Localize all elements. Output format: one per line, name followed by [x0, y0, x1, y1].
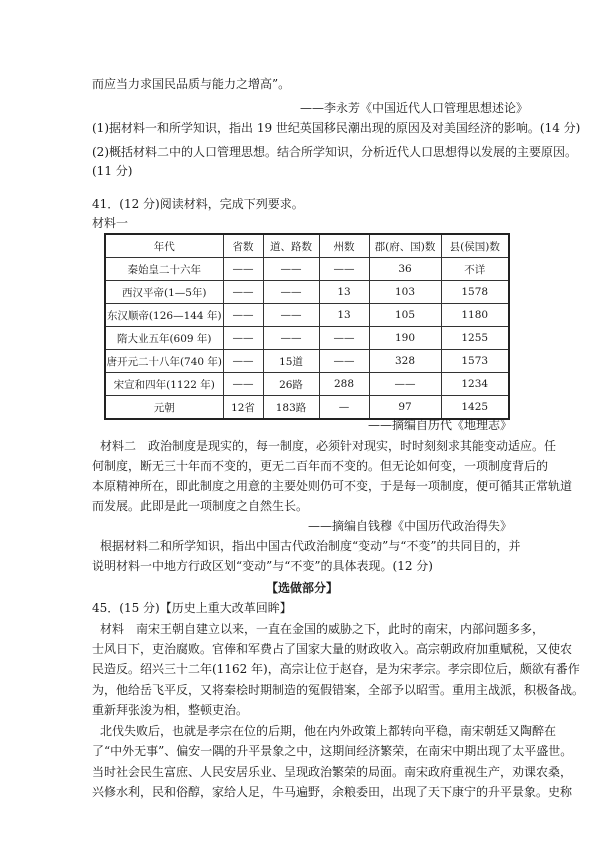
table-cell: 190 — [369, 327, 441, 350]
question-45-line: 重新拜张浚为相，整顿吏治。 — [92, 703, 249, 717]
question-41-title: 41．(12 分)阅读材料，完成下列要求。 — [92, 197, 304, 211]
table-header-row — [105, 234, 509, 258]
material-2-line: 而发展。此即是此一项制度之自然生长。 — [92, 499, 309, 513]
table-cell: —— — [319, 327, 369, 350]
table-cell: 13 — [319, 304, 369, 327]
table-cell: 13 — [319, 281, 369, 304]
table-header: 道、路数 — [263, 234, 319, 258]
table-cell: 328 — [369, 350, 441, 373]
table-row — [105, 258, 509, 281]
question-45-line: 材料 南宋王朝自建立以来，一直在金国的威胁之下，此时的南宋，内部问题多多， — [100, 622, 545, 636]
table-cell: 隋大业五年(609 年) — [105, 327, 223, 350]
table-cell: —— — [319, 258, 369, 281]
table-cell: 1573 — [441, 350, 509, 373]
table-cell: 元朝 — [105, 396, 223, 420]
question-45-line: 兴修水利，民和俗醇，家给人足，牛马遍野，余粮委田，出现了天下康宁的升平景象。史称 — [92, 785, 573, 799]
table-cell: 97 — [369, 396, 441, 420]
table-cell: —— — [263, 304, 319, 327]
table-cell: 唐开元二十八年(740 年) — [105, 350, 223, 373]
material-2-line: 何制度，断无三十年而不变的，更无二百年而不变的。但无论如何变，一项制度背后的 — [92, 459, 549, 473]
table-row — [105, 304, 509, 327]
table-cell: —— — [319, 350, 369, 373]
table-cell: —— — [223, 258, 263, 281]
material-2-source: ——摘编自钱穆《中国历代政治得失》 — [307, 519, 512, 533]
table-cell: —— — [263, 327, 319, 350]
question-41-ask: 根据材料二和所学知识，指出中国古代政治制度“变动”与“不变”的共同目的，并 — [100, 539, 521, 553]
table-cell: 12省 — [223, 396, 263, 420]
table-cell: —— — [223, 281, 263, 304]
table-cell: 不详 — [441, 258, 509, 281]
table-cell: 26路 — [263, 373, 319, 396]
admin-division-table — [104, 233, 510, 420]
table-cell: 36 — [369, 258, 441, 281]
table-row — [105, 373, 509, 396]
table-cell: 1234 — [441, 373, 509, 396]
table-cell: 秦始皇二十六年 — [105, 258, 223, 281]
table-cell: —— — [369, 373, 441, 396]
table-cell: —— — [263, 281, 319, 304]
question-41-ask: 说明材料一中地方行政区划“变动”与“不变”的具体表现。(12 分) — [92, 559, 433, 573]
table-header: 县(侯国)数 — [441, 234, 509, 258]
table-cell: 1578 — [441, 281, 509, 304]
table-header: 州数 — [319, 234, 369, 258]
question-45-line: 民造反。绍兴三十二年(1162 年)，高宗让位于赵昚，是为宋孝宗。孝宗即位后，颇欲有番作 — [92, 662, 580, 676]
table-cell: 183路 — [263, 396, 319, 420]
table-source: ——摘编自历代《地理志》 — [367, 418, 512, 432]
table-cell: 1255 — [441, 327, 509, 350]
question-45-line: 了“中外无事”、偏安一隅的升平景象之中，这期间经济繁荣，在南宋中期出现了太平盛世。 — [92, 744, 573, 758]
table-cell: 288 — [319, 373, 369, 396]
table-row — [105, 281, 509, 304]
table-row — [105, 350, 509, 373]
question-45-title: 45．(15 分)【历史上重大改革回眸】 — [92, 601, 292, 615]
table-cell: 西汉平帝(1—5年) — [105, 281, 223, 304]
question-2: (2)概括材料二中的人口管理思想。结合所学知识，分析近代人口思想得以发展的主要原因。 — [92, 145, 578, 159]
question-45-line: 当时社会民生富庶、人民安居乐业、呈现政治繁荣的局面。南宋政府重视生产，劝课农桑， — [92, 765, 573, 779]
table-header: 省数 — [223, 234, 263, 258]
text-line: 而应当力求国民品质与能力之增高”。 — [92, 77, 291, 91]
material-2-line: 本原精神所在，即此制度之用意的主要处则仍可不变，于是每一项制度，便可循其正常轨道 — [92, 479, 573, 493]
table-cell: 1425 — [441, 396, 509, 420]
question-1: (1)据材料一和所学知识，指出 19 世纪英国移民潮出现的原因及对美国经济的影响。(14 分) — [92, 121, 581, 135]
material-2-line: 材料二 政治制度是现实的，每一制度，必须针对现实，时时刻刻求其能变动适应。任 — [100, 439, 557, 453]
table-cell: —— — [223, 373, 263, 396]
table-cell: —— — [223, 350, 263, 373]
table-row — [105, 327, 509, 350]
material-1-label: 材料一 — [92, 216, 129, 230]
table-cell: 宋宣和四年(1122 年) — [105, 373, 223, 396]
table-cell: —— — [223, 304, 263, 327]
question-45-line: 士风日下，吏治腐败。官俸和军费占了国家大量的财政收入。高宗朝政府加重赋税，又使农 — [92, 642, 573, 656]
table-cell: — — [319, 396, 369, 420]
table-cell: 15道 — [263, 350, 319, 373]
source-citation: ——李永芳《中国近代人口管理思想述论》 — [300, 101, 529, 115]
question-2-points: (11 分) — [92, 164, 133, 178]
table-cell: —— — [263, 258, 319, 281]
table-cell: 1180 — [441, 304, 509, 327]
elective-heading: 【选做部分】 — [265, 581, 338, 595]
table-row — [105, 396, 509, 420]
table-header: 年代 — [105, 234, 223, 258]
table-cell: 东汉顺帝(126—144 年) — [105, 304, 223, 327]
table-cell: 105 — [369, 304, 441, 327]
question-45-line: 为，他给岳飞平反，又将秦桧时期制造的冤假错案，全部予以昭雪。重用主战派，积极备战。 — [92, 683, 585, 697]
table-cell: 103 — [369, 281, 441, 304]
table-header: 郡(府、国)数 — [369, 234, 441, 258]
table-cell: —— — [223, 327, 263, 350]
question-45-line: 北伐失败后，也就是孝宗在位的后期，他在内外政策上都转向平稳，南宋朝廷又陶醉在 — [100, 724, 557, 738]
